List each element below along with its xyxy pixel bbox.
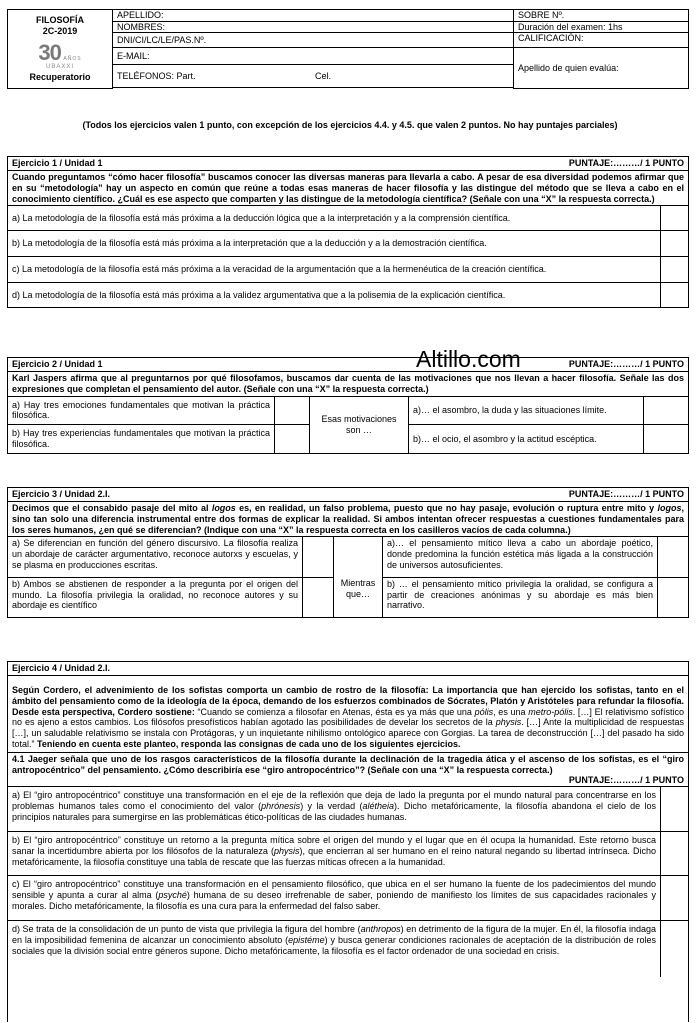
ex2-box-left-a[interactable] [275,397,310,425]
ex3-left-a: a) Se diferencian en función del género discursivo. La filosofía realiza un abordaje de carácter argumentativo, reconoce autorxs y escuelas, y se plasma en producciones escritas. [8,537,303,577]
answer-box-b[interactable] [661,231,688,256]
option-text: ), que encierran al ser humano en el reino natural negando su libertad intrínseca. Dicho metafóricamente, la filosofía constituye una tabla de rescate que las fuerzas míticas ofrecen a la humanidad. [12,846,656,868]
answer-box-a[interactable] [661,206,688,230]
option-d: d) La metodología de la filosofía está más próxima a la validez argumentativa que a la polisemia de la explicación científica. [8,283,661,307]
exercise-1-header [8,157,688,171]
phone-field[interactable]: TELÉFONOS: Part. [113,65,312,88]
q41-answer-box-c[interactable] [661,876,688,920]
course-code: 2C-2019 [42,25,78,36]
prompt-italic: logos [657,503,682,513]
evaluator-field[interactable]: Apellido de quien evalúa: [514,48,689,89]
surname-field[interactable]: APELLIDO: [113,10,514,22]
question-4-1-text: 4.1 Jaeger señala que uno de los rasgos característicos de la filosofía durante la declinación de la tragedia ática y el ascenso de los sofistas, es el “giro antropocéntrico” del pensamiento. ¿Cómo describiría ese “giro antropocéntrico”? (Señale con una “X” la respuesta correcta.) [12,753,684,775]
option-italic: alétheia [362,801,395,812]
exercise-1-score: PUNTAJE:………/ 1 PUNTO [568,158,684,169]
exercise-3-prompt [8,502,688,537]
exam-type: Recuperatorio [29,72,91,83]
exercise-3-score: PUNTAJE:………/ 1 PUNTO [568,489,684,500]
q41-answer-box-a[interactable] [661,787,688,831]
ex3-box-right-b[interactable] [658,577,689,617]
names-field[interactable]: NOMBRES: [113,21,514,33]
subject-cell [8,10,113,89]
intro-bold: Según Cordero, el advenimiento de los sofistas comporta un cambio de rostro de la filosofía: La importancia que han ejercido los sofistas, tanto en el ámbito del pensamiento como de la ideología de la época, demando de los esfuerzos combinados de Sócrates, Platón y Aristóteles para refundar la filosofía. Desde esta perspectiva, Cordero sostiene: [12,685,684,717]
exercise-2 [7,357,689,454]
prompt-italic: logos [211,503,236,513]
subject: FILOSOFÍA [36,15,84,26]
exercise-3-title: Ejercicio 3 / Unidad 2.I. [12,489,111,500]
ex3-box-right-a[interactable] [658,537,689,577]
ex3-right-b: b) … el pensamiento mítico privilegia la oralidad, se configura a partir de creaciones anónimas y su abordaje es más bien narrativo. [383,577,658,617]
answer-box-d[interactable] [661,283,688,307]
ex3-left-b: b) Ambos se abstienen de responder a la pregunta por el origen del mundo. La filosofía privilegia la oralidad, no reconoce autores y su abordaje es científico [8,577,303,617]
ex2-right-b: b)… el ocio, el asombro y la actitud escéptica. [409,425,644,453]
q41-answer-box-b[interactable] [661,832,688,875]
duration-label: Duración del examen: 1hs [514,21,689,33]
quote-text: “Cuando se comienza a filosofar en Atenas, ésta es ya más que una [194,706,475,717]
option-text: ) humana de su deseo irrefrenable de saber, poniendo de manifiesto los límites de sus capacidades racionales y morales. Dicho metafóricamente, la filosofía es una cura para la enfermedad del falso saber. [12,890,656,912]
exercise-1-title: Ejercicio 1 / Unidad 1 [12,158,103,169]
prompt-text: es, en realidad, un falso problema, puesto que no hay pasaje, evolución o ruptura entre mito y [235,503,658,513]
answer-box-c[interactable] [661,257,688,282]
ex3-box-left-b[interactable] [303,577,334,617]
option-row [8,921,688,977]
option-italic: epistéme [288,935,325,946]
ex3-middle: Mientras que… [334,537,383,617]
option-row [8,257,688,283]
watermark: Altillo.com [416,346,521,372]
quote-italic: physis [495,717,522,728]
email-field[interactable]: E-MAIL: [113,48,514,65]
option-text: d) Se trata de la consolidación de un punto de vista que privilegia la figura del hombre ( [12,924,361,935]
exercise-2-title: Ejercicio 2 / Unidad 1 [12,359,103,370]
option-text: ) en detrimento de la figura de la mujer. En él, la filosofía indaga en la imposibilidad femenina de alcanzar un conocimiento absoluto ( [12,924,656,946]
prompt-text: Decimos que el consabido pasaje del mito al [12,503,212,513]
exercise-2-table [8,397,688,453]
exercise-4-header [8,662,688,676]
exercise-2-prompt: Karl Jaspers afirma que al preguntarnos por qué filosofamos, buscamos dar cuenta de las motivaciones que nos llevan a hacer filosofía. Señale las dos expresiones que completan el pensamiento del autor. (Señale con una “X” la respuesta correcta.) [8,372,688,397]
option-row [8,231,688,257]
exercise-1 [7,156,689,308]
quote-text: . […] El relativismo sofístico no es ajeno a estos cambios. Los filósofos presofísticos habían agotado las posibilidades de develar los secretos de la [12,706,685,728]
exercise-1-prompt: Cuando preguntamos “cómo hacer filosofía” buscamos conocer las diversas maneras para llevarla a cabo. A pesar de esa diversidad podemos afirmar que en su “metodología” hay un aspecto en común que reúne a todas esas maneras de hacer filosofía y las distingue del método que se lleva a cabo en el conocimiento científico. ¿Cuál es ese aspecto que comparten y las distingue de la metodología científica? (Señale con una “X” la respuesta correcta.) [8,171,688,206]
q41-answer-box-d[interactable] [661,921,688,977]
ex3-box-left-a[interactable] [303,537,334,577]
exercise-3 [7,487,689,618]
dni-field[interactable]: DNI/CI/LC/LE/PAS.Nº. [113,33,514,48]
option-text: a) El “giro antropocéntrico” constituye una transformación en el eje de la reflexión que deja de lado la pregunta por el mundo natural para concentrarse en los problemas humanos tales como el conocimiento del valor ( [12,790,656,812]
exercise-2-score: PUNTAJE:………/ 1 PUNTO [568,359,684,370]
quote-text: , es una [493,706,529,717]
exercise-3-header [8,488,688,502]
option-italic: phrónesis [261,801,301,812]
logo-number: 30 [38,40,61,66]
logo-name: UBAXXI [45,64,74,71]
option-b: b) La metodología de la filosofía está más próxima a la interpretación que a la deducción y a la demostración científica. [8,231,661,256]
ex2-box-right-a[interactable] [644,397,689,425]
points-note: (Todos los ejercicios valen 1 punto, con excepción de los ejercicios 4.4. y 4.5. que valen 2 puntos. No hay puntajes parciales) [82,120,618,130]
exercise-4-intro [8,676,688,753]
q41-option-a [8,787,661,831]
quote-italic: metro-pólis [528,706,573,717]
option-c: c) La metodología de la filosofía está más próxima a la veracidad de la argumentación que a la hermenéutica de la creación científica. [8,257,661,282]
ubaxxi-logo [10,42,110,70]
exercise-4-title: Ejercicio 4 / Unidad 2.I. [12,663,111,674]
ex2-right-a: a)… el asombro, la duda y las situaciones límite. [409,397,644,425]
option-italic: anthropos [360,924,401,935]
option-text: b) El “giro antropocéntrico” constituye un retorno a la pregunta mítica sobre el origen del mundo y el lugar que en él ocupa la humanidad. Este retorno busca sanar la incertidumbre abierta por los filósofos de la naturaleza ( [12,835,656,857]
cel-field[interactable]: Cel. [311,65,514,88]
ex2-left-b: b) Hay tres experiencias fundamentales que motivan la práctica filosófica. [8,425,275,453]
option-row [8,787,688,832]
exercise-2-header [8,358,688,372]
option-a: a) La metodología de la filosofía está más próxima a la deducción lógica que a la interpretación y a la comprensión científica. [8,206,661,230]
option-text: ) y busca generar condiciones racionales de aceptación de la distribución de roles sociales que la división social entre géneros supone. Dicho metafóricamente, la filosofía es el factor ordenador de una sociedad en crisis. [12,935,656,957]
option-italic: psyché [158,890,187,901]
option-text: ) y la verdad ( [300,801,363,812]
quote-italic: pólis [474,706,494,717]
ex2-middle: Esas motivaciones son … [310,397,409,453]
option-italic: physis [274,846,300,857]
exercise-4 [7,661,689,1022]
exam-header [7,9,689,89]
prompt-text: , sino tan solo una diferencia instrumental entre dos formas de explicar la realidad. Si ambos intentan ofrecer respuestas a cuestiones fundamentales para los seres humanos, ¿en qué se diferencian? (Indique con una “X” la respuesta correcta en los casilleros vacíos de cada columna.) [12,503,684,535]
ex2-box-left-b[interactable] [275,425,310,453]
q41-option-d [8,921,661,977]
grade-field[interactable]: CALIFICACIÓN: [514,33,689,48]
ex2-left-a: a) Hay tres emociones fundamentales que motivan la práctica filosófica. [8,397,275,425]
q41-option-c [8,876,661,920]
logo-sub: AÑOS [63,56,82,63]
option-row [8,832,688,876]
ex3-right-a: a)… el pensamiento mítico lleva a cabo un abordaje poético, donde predomina la función estética más ligada a la construcción de universos autosuficientes. [383,537,658,577]
quote-text: . […] Ante la multiplicidad de respuestas […], un saludable relativismo se instala con Protágoras, y un inquietante nihilismo ontológico aparece con Gorgias. La tarea de deconstrucción […] del pasado ha sido total.” [12,717,684,749]
option-row [8,283,688,307]
question-4-1-score: PUNTAJE:………/ 1 PUNTO [568,775,684,786]
q41-option-b [8,832,661,875]
envelope-field[interactable]: SOBRE Nº. [514,10,689,22]
option-row [8,206,688,231]
option-text: ). Dicho metafóricamente, la filosofía abandona el cielo de los principios naturales para sumergirse en las problemáticas ético-políticas de las ciudades humanas. [12,801,656,823]
intro-end: Teniendo en cuenta este planteo, responda las consignas de cada uno de los siguientes ejercicios. [34,738,461,749]
question-4-1 [8,753,688,787]
ex2-box-right-b[interactable] [644,425,689,453]
option-text: c) El “giro antropocéntrico” constituye una transformación en el pensamiento filosófico, que ubica en el ser humano la fuente de los padecimientos del mundo sensible y apunta a curar al alma ( [12,879,656,901]
exercise-3-table [8,537,688,617]
option-row [8,876,688,921]
